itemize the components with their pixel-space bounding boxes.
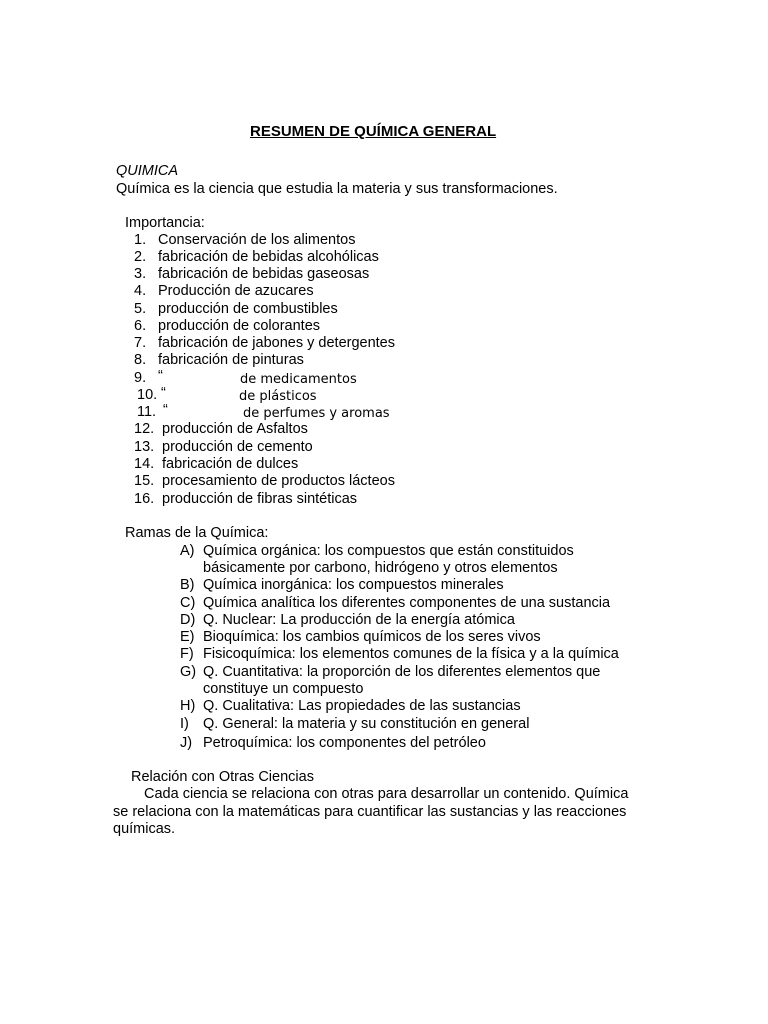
list-item — [134, 335, 146, 352]
list-item-number: 8. — [134, 352, 147, 368]
list-item-number: 10. — [137, 387, 158, 403]
list-item-number: 3. — [134, 266, 147, 282]
list-item-number: 12. — [134, 421, 155, 437]
list-item — [134, 301, 146, 318]
list-item-text: producción de Asfaltos — [162, 421, 308, 437]
list-item-continuation: básicamente por carbono, hidrógeno y otros elementos — [203, 560, 558, 576]
list-item-text: Q. Cuantitativa: la proporción de los diferentes elementos que — [203, 664, 601, 680]
ditto-mark: “ — [158, 368, 163, 384]
list-item-text: Petroquímica: los componentes del petróleo — [203, 735, 486, 751]
list-item-text: producción de fibras sintéticas — [162, 491, 358, 507]
list-item-number: 11. — [137, 404, 157, 420]
list-item-text: Química inorgánica: los compuestos minerales — [203, 577, 504, 593]
list-item-letter: I) — [180, 716, 189, 732]
ditto-mark: “ — [163, 402, 168, 418]
list-item-text: Q. Nuclear: La producción de la energía atómica — [203, 612, 515, 628]
relacion-paragraph-line: Cada ciencia se relaciona con otras para desarrollar un contenido. Química — [144, 786, 629, 802]
relacion-paragraph-line: químicas. — [113, 821, 176, 837]
list-item-text: fabricación de bebidas alcohólicas — [158, 249, 379, 265]
list-item — [137, 387, 157, 404]
list-item-text: producción de combustibles — [158, 301, 338, 317]
list-item-number: 1. — [134, 232, 147, 248]
list-item-number: 15. — [134, 473, 155, 489]
list-item-text: de medicamentos — [240, 372, 357, 387]
list-item — [134, 439, 154, 456]
list-item-letter: D) — [180, 612, 196, 628]
list-item-text: de plásticos — [239, 389, 317, 404]
list-item-letter: B) — [180, 577, 195, 593]
section-heading: QUIMICA — [116, 163, 179, 179]
list-item-text: Q. General: la materia y su constitución en general — [203, 716, 530, 732]
list-item-number: 5. — [134, 301, 147, 317]
list-item-letter: C) — [180, 595, 196, 611]
importancia-heading: Importancia: — [125, 215, 205, 231]
list-item-letter: E) — [180, 629, 195, 645]
list-item — [134, 456, 154, 473]
list-item-number: 13. — [134, 439, 155, 455]
list-item-number: 2. — [134, 249, 147, 265]
list-item-text: de perfumes y aromas — [243, 406, 390, 421]
definition-text: Química es la ciencia que estudia la materia y sus transformaciones. — [116, 181, 558, 197]
list-item-text: fabricación de pinturas — [158, 352, 304, 368]
list-item-number: 14. — [134, 456, 155, 472]
ditto-mark: “ — [161, 385, 166, 401]
list-item-text: Q. Cualitativa: Las propiedades de las sustancias — [203, 698, 521, 714]
list-item-text: producción de cemento — [162, 439, 313, 455]
list-item-text: fabricación de jabones y detergentes — [158, 335, 395, 351]
list-item — [134, 249, 146, 266]
list-item-letter: A) — [180, 543, 195, 559]
list-item-letter: G) — [180, 664, 197, 680]
list-item-text: producción de colorantes — [158, 318, 321, 334]
ramas-heading: Ramas de la Química: — [125, 525, 269, 541]
list-item — [134, 370, 146, 387]
list-item-letter: J) — [180, 735, 193, 751]
list-item — [134, 421, 154, 438]
list-item-letter: H) — [180, 698, 196, 714]
relacion-heading: Relación con Otras Ciencias — [131, 769, 314, 785]
list-item — [134, 232, 146, 249]
list-item-text: Fisicoquímica: los elementos comunes de la física y a la química — [203, 646, 619, 662]
list-item — [134, 283, 146, 300]
list-item — [134, 318, 146, 335]
list-item-text: Producción de azucares — [158, 283, 314, 299]
list-item-number: 6. — [134, 318, 147, 334]
list-item-number: 7. — [134, 335, 147, 351]
list-item-number: 4. — [134, 283, 147, 299]
list-item-letter: F) — [180, 646, 194, 662]
list-item — [134, 473, 154, 490]
relacion-paragraph-line: se relaciona con la matemáticas para cuantificar las sustancias y las reacciones — [113, 804, 627, 820]
list-item-text: Conservación de los alimentos — [158, 232, 356, 248]
list-item-continuation: constituye un compuesto — [203, 681, 364, 697]
list-item — [134, 491, 154, 508]
list-item-text: fabricación de bebidas gaseosas — [158, 266, 370, 282]
list-item-text: Química analítica los diferentes componentes de una sustancia — [203, 595, 611, 611]
list-item-text: procesamiento de productos lácteos — [162, 473, 395, 489]
list-item-text: Química orgánica: los compuestos que están constituidos — [203, 543, 574, 559]
list-item-text: Bioquímica: los cambios químicos de los seres vivos — [203, 629, 541, 645]
list-item-text: fabricación de dulces — [162, 456, 299, 472]
document-title: RESUMEN DE QUÍMICA GENERAL — [250, 123, 497, 140]
list-item-number: 16. — [134, 491, 155, 507]
list-item — [134, 266, 146, 283]
list-item — [134, 352, 146, 369]
list-item — [137, 404, 156, 421]
list-item-number: 9. — [134, 370, 147, 386]
